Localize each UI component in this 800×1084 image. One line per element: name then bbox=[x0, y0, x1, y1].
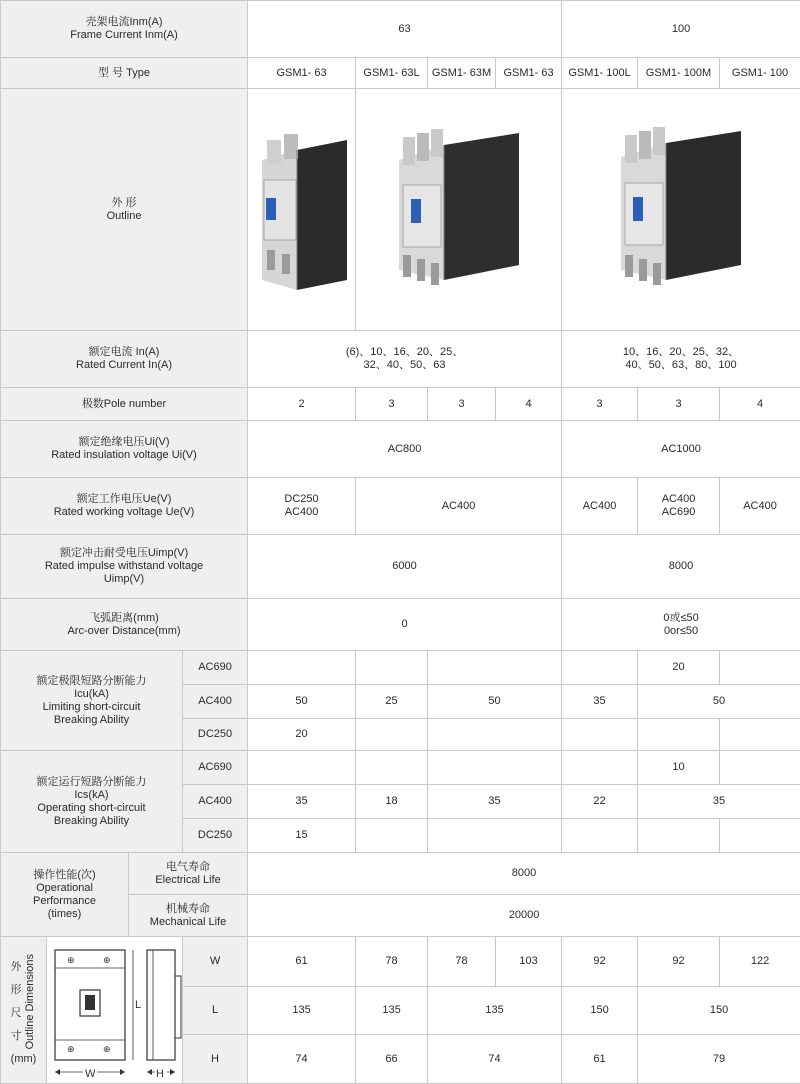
dim-w-4: 103 bbox=[496, 937, 562, 987]
dim-h-1: 74 bbox=[248, 1035, 356, 1084]
pole-value-2: 3 bbox=[356, 388, 428, 421]
row-insulation-voltage bbox=[1, 421, 800, 478]
model-2: GSM1- 63L bbox=[356, 58, 428, 89]
rated-current-label: 额定电流 In(A) Rated Current In(A) bbox=[1, 331, 248, 388]
arc-100: 0或≤50 0or≤50 bbox=[562, 599, 800, 651]
row-type bbox=[1, 58, 800, 89]
insulation-100: AC1000 bbox=[562, 421, 800, 478]
arc-label: 飞弧距离(mm) Arc-over Distance(mm) bbox=[1, 599, 248, 651]
dimension-diagram bbox=[47, 937, 183, 1084]
svg-text:W: W bbox=[85, 1068, 96, 1080]
dim-w-3: 78 bbox=[428, 937, 496, 987]
dim-h-label: H bbox=[183, 1035, 248, 1084]
dim-l-label: L bbox=[183, 987, 248, 1035]
dim-h-5: 79 bbox=[638, 1035, 800, 1084]
dim-w-label: W bbox=[183, 937, 248, 987]
dim-h-3: 74 bbox=[428, 1035, 562, 1084]
row-electrical-life bbox=[1, 853, 800, 895]
ics-dc250-1: 15 bbox=[248, 819, 356, 853]
ics-ac400-3: 35 bbox=[428, 785, 562, 819]
pole-value-3: 3 bbox=[428, 388, 496, 421]
icu-ac400-2: 25 bbox=[356, 685, 428, 719]
ics-ac400-4: 22 bbox=[562, 785, 638, 819]
dim-w-6: 92 bbox=[638, 937, 720, 987]
ics-ac400-5: 35 bbox=[638, 785, 800, 819]
operational-label: 操作性能(次) Operational Performance (times) bbox=[1, 853, 129, 937]
mechanical-life-value: 20000 bbox=[248, 895, 800, 937]
model-5: GSM1- 100L bbox=[562, 58, 638, 89]
dim-l-5: 150 bbox=[638, 987, 800, 1035]
svg-text:⊕: ⊕ bbox=[67, 1045, 75, 1055]
insulation-63: AC800 bbox=[248, 421, 562, 478]
icu-ac400-3: 50 bbox=[428, 685, 562, 719]
frame-current-63: 63 bbox=[248, 1, 562, 58]
impulse-100: 8000 bbox=[562, 535, 800, 599]
icu-label: 额定极限短路分断能力 Icu(kA) Limiting short-circuit Breaking Ability bbox=[1, 651, 183, 751]
mechanical-life-label: 机械寿命 Mechanical Life bbox=[129, 895, 248, 937]
dim-l-3: 135 bbox=[428, 987, 562, 1035]
icu-ac690-100m: 20 bbox=[638, 651, 720, 685]
row-dim-w bbox=[1, 937, 800, 987]
dim-w-1: 61 bbox=[248, 937, 356, 987]
svg-text:H: H bbox=[156, 1068, 164, 1080]
rated-current-63: (6)、10、16、20、25、 32、40、50、63 bbox=[248, 331, 562, 388]
dim-l-2: 135 bbox=[356, 987, 428, 1035]
icu-ac400-4: 35 bbox=[562, 685, 638, 719]
product-image-100-series bbox=[562, 89, 800, 331]
ics-ac400-2: 18 bbox=[356, 785, 428, 819]
working-value-4: AC400 AC690 bbox=[638, 478, 720, 535]
ics-ac690-100m: 10 bbox=[638, 751, 720, 785]
dim-l-1: 135 bbox=[248, 987, 356, 1035]
working-value-1: DC250 AC400 bbox=[248, 478, 356, 535]
breaker-2pole-image bbox=[252, 120, 352, 300]
dim-w-7: 122 bbox=[720, 937, 800, 987]
pole-value-6: 3 bbox=[638, 388, 720, 421]
ics-dc250-label: DC250 bbox=[183, 819, 248, 853]
row-icu-ac690 bbox=[1, 651, 800, 685]
icu-ac690-label: AC690 bbox=[183, 651, 248, 685]
dim-l-4: 150 bbox=[562, 987, 638, 1035]
rated-current-100: 10、16、20、25、32、 40、50、63、80、100 bbox=[562, 331, 800, 388]
icu-ac400-1: 50 bbox=[248, 685, 356, 719]
row-working-voltage bbox=[1, 478, 800, 535]
row-ics-ac690 bbox=[1, 751, 800, 785]
dim-w-2: 78 bbox=[356, 937, 428, 987]
row-frame-current bbox=[1, 1, 800, 58]
impulse-label: 额定冲击耐受电压Uimp(V) Rated impulse withstand voltage Uimp(V) bbox=[1, 535, 248, 599]
dim-h-2: 66 bbox=[356, 1035, 428, 1084]
model-6: GSM1- 100M bbox=[638, 58, 720, 89]
product-image-2pole bbox=[248, 89, 356, 331]
svg-text:⊕: ⊕ bbox=[103, 1045, 111, 1055]
ics-label: 额定运行短路分断能力 Ics(kA) Operating short-circuit Breaking Ability bbox=[1, 751, 183, 853]
product-image-63-series bbox=[356, 89, 562, 331]
row-pole-number bbox=[1, 388, 800, 421]
svg-text:⊕: ⊕ bbox=[103, 956, 111, 966]
dim-w-5: 92 bbox=[562, 937, 638, 987]
frame-current-label: 壳架电流Inm(A) Frame Current Inm(A) bbox=[1, 1, 248, 58]
row-arc-distance bbox=[1, 599, 800, 651]
pole-value-1: 2 bbox=[248, 388, 356, 421]
icu-dc250-1: 20 bbox=[248, 719, 356, 751]
breaker-100-image bbox=[611, 115, 751, 305]
model-1: GSM1- 63 bbox=[248, 58, 356, 89]
insulation-label: 额定绝缘电压Ui(V) Rated insulation voltage Ui(V) bbox=[1, 421, 248, 478]
row-outline bbox=[1, 89, 800, 331]
model-4: GSM1- 63 bbox=[496, 58, 562, 89]
working-value-2: AC400 bbox=[356, 478, 562, 535]
row-rated-current bbox=[1, 331, 800, 388]
electrical-life-label: 电气寿命 Electrical Life bbox=[129, 853, 248, 895]
working-label: 额定工作电压Ue(V) Rated working voltage Ue(V) bbox=[1, 478, 248, 535]
svg-text:L: L bbox=[135, 999, 141, 1011]
ics-ac690-label: AC690 bbox=[183, 751, 248, 785]
breaker-63-image bbox=[389, 115, 529, 305]
icu-ac400-label: AC400 bbox=[183, 685, 248, 719]
icu-dc250-label: DC250 bbox=[183, 719, 248, 751]
pole-value-5: 3 bbox=[562, 388, 638, 421]
model-7: GSM1- 100 bbox=[720, 58, 800, 89]
working-value-5: AC400 bbox=[720, 478, 800, 535]
pole-label: 极数Pole number bbox=[1, 388, 248, 421]
working-value-3: AC400 bbox=[562, 478, 638, 535]
pole-value-7: 4 bbox=[720, 388, 800, 421]
dimensions-label: 外 形 尺 寸 Outline Dimensions (mm) bbox=[1, 937, 47, 1084]
ics-ac400-1: 35 bbox=[248, 785, 356, 819]
frame-current-100: 100 bbox=[562, 1, 800, 58]
model-3: GSM1- 63M bbox=[428, 58, 496, 89]
pole-value-4: 4 bbox=[496, 388, 562, 421]
type-label: 型 号 Type bbox=[1, 58, 248, 89]
svg-text:⊕: ⊕ bbox=[67, 956, 75, 966]
arc-63: 0 bbox=[248, 599, 562, 651]
dim-h-4: 61 bbox=[562, 1035, 638, 1084]
impulse-63: 6000 bbox=[248, 535, 562, 599]
icu-ac400-5: 50 bbox=[638, 685, 800, 719]
row-impulse-voltage bbox=[1, 535, 800, 599]
outline-dimension-drawing bbox=[49, 940, 183, 1080]
ics-ac400-label: AC400 bbox=[183, 785, 248, 819]
outline-label: 外 形 Outline bbox=[1, 89, 248, 331]
electrical-life-value: 8000 bbox=[248, 853, 800, 895]
